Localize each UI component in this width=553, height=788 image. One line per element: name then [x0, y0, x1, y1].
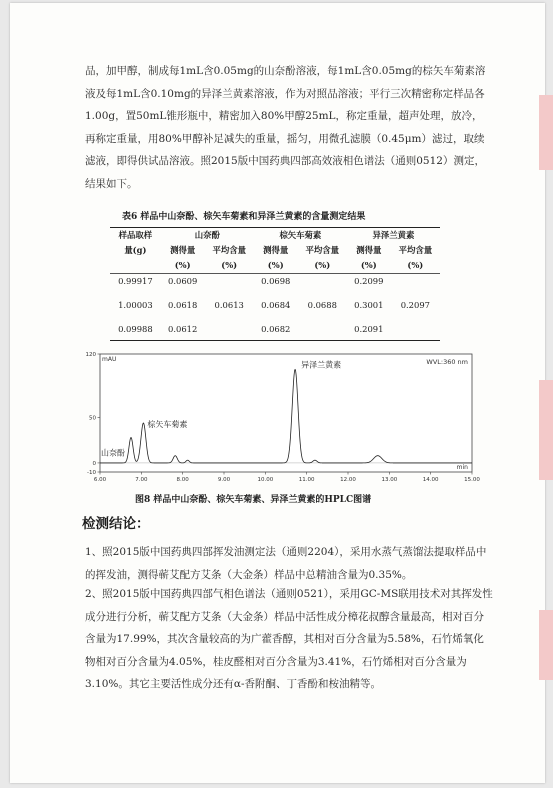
cell-value: 0.0612 — [161, 313, 205, 341]
x-tick-label: 14.00 — [422, 477, 439, 483]
cell-value: 0.0609 — [161, 274, 205, 290]
y-unit-label: mAU — [102, 356, 117, 363]
x-tick-label: 15.00 — [464, 477, 480, 483]
unit-6: (%) — [407, 260, 424, 270]
unit-5: (%) — [360, 260, 377, 270]
group-header-3: 异泽兰黄素 — [372, 230, 415, 240]
conclusion-2: 2、照2015版中国药典四部气相色谱法（通则0521），采用GC-MS联用技术对其挥发性成分进行分析，蕲艾配方艾条（大金条）样品中活性成分樟花叔醇含量最高，相对百分含量为17.99%，其次含量较高的为广藿香醇，其相对百分含量为5.58%，石竹烯氧化物相对百分含量为4.05%，桂皮醛相对百分含量为3.41%，石竹烯相对百分含量为3.10%。其它主要活性成分还有α-香附酮、丁香酚和桉油精等。 — [85, 588, 493, 691]
x-tick-label: 10.00 — [257, 477, 274, 483]
cell-value: 0.0618 — [168, 300, 198, 310]
table-row — [110, 274, 440, 290]
cell-sample: 0.99917 — [110, 274, 161, 290]
cell-avg: 0.0613 — [214, 300, 244, 310]
unit-4: (%) — [314, 260, 331, 270]
cell-avg — [298, 274, 347, 290]
x-unit-label: min — [456, 464, 468, 471]
conclusion-heading: 检测结论： — [82, 516, 150, 532]
table-caption: 表6 样品中山奈酚、棕矢车菊素和异泽兰黄素的含量测定结果 — [122, 212, 366, 222]
group-header-1: 山奈酚 — [194, 230, 220, 240]
method-paragraph: 品，加甲醇，制成每1mL含0.05mg的山奈酚溶液，每1mL含0.05mg的棕矢车菊素溶液及每1mL含0.10mg的异泽兰黄素溶液，作为对照品溶液；平行三次精密称定样品各1.00g，置50mL锥形瓶中，精密加入80%甲醇25mL，称定重量，超声处理，放冷，再称定重量，用80%甲醇补足减失的重量，摇匀，用微孔滤膜（0.45μm）滤过，取续滤液，即得供试品溶液。照2015版中国药典四部高效液相色谱法（通则0512）测定，结果如下。 — [85, 65, 486, 190]
group-header-2: 棕矢车菊素 — [279, 230, 322, 240]
x-tick-label: 7.00 — [135, 477, 148, 483]
hplc-chromatogram — [82, 350, 482, 490]
peak-label: 山奈酚 — [101, 448, 125, 458]
sub-avg-1: 平均含量 — [212, 245, 246, 255]
x-tick-label: 8.00 — [176, 477, 189, 483]
col-sample-header: 样品取样 — [118, 230, 153, 240]
table-row — [110, 289, 440, 313]
cell-avg — [391, 313, 440, 341]
peak-label: 棕矢车菊素 — [147, 419, 188, 429]
figure-caption: 图8 样品中山奈酚、棕矢车菊素、异泽兰黄素的HPLC图谱 — [135, 495, 372, 505]
sub-avg-3: 平均含量 — [398, 245, 433, 255]
cell-sample: 1.00003 — [118, 300, 153, 310]
cell-value: 0.0682 — [254, 313, 298, 341]
wavelength-label: WVL:360 nm — [426, 358, 468, 366]
cell-value: 0.0684 — [261, 300, 291, 310]
x-tick-label: 6.00 — [93, 477, 107, 483]
sub-avg-2: 平均含量 — [305, 245, 340, 255]
y-tick-label: 120 — [85, 352, 96, 358]
unit-2: (%) — [221, 260, 238, 270]
cell-avg — [205, 313, 254, 341]
cell-value: 0.3001 — [354, 300, 384, 310]
sub-measured-3: 测得量 — [356, 245, 382, 255]
x-tick-label: 9.00 — [217, 477, 231, 483]
x-tick-label: 13.00 — [381, 477, 398, 483]
y-tick-label: 0 — [92, 460, 96, 467]
sub-measured-1: 测得量 — [170, 245, 196, 255]
cell-value: 0.0698 — [254, 274, 298, 290]
seal-fragment — [539, 610, 553, 680]
unit-3: (%) — [267, 260, 284, 270]
unit-1: (%) — [174, 260, 191, 270]
cell-avg — [391, 274, 440, 290]
cell-sample: 0.09988 — [110, 313, 161, 341]
peak-label: 异泽兰黄素 — [301, 360, 342, 370]
cell-value: 0.2099 — [347, 274, 391, 290]
x-tick-label: 12.00 — [340, 477, 356, 483]
cell-avg — [298, 313, 347, 341]
results-table — [110, 227, 440, 341]
x-tick-label: 11.00 — [298, 477, 315, 483]
col-sample-unit: 量(g) — [124, 245, 147, 255]
seal-fragment — [539, 380, 553, 480]
plot-frame — [100, 354, 472, 472]
sub-measured-2: 测得量 — [263, 245, 289, 255]
cell-value: 0.2091 — [347, 313, 391, 341]
cell-avg: 0.0688 — [307, 300, 337, 310]
cell-avg — [205, 274, 254, 290]
conclusion-1: 1、照2015版中国药典四部挥发油测定法（通则2204），采用水蒸气蒸馏法提取样品中的挥发油，测得蕲艾配方艾条（大金条）样品中总精油含量为0.35%。 — [85, 546, 487, 581]
y-tick-label: -10 — [87, 470, 96, 476]
cell-avg: 0.2097 — [400, 300, 430, 310]
seal-fragment — [539, 95, 553, 170]
table-row — [110, 313, 440, 341]
y-tick-label: 50 — [89, 415, 96, 422]
